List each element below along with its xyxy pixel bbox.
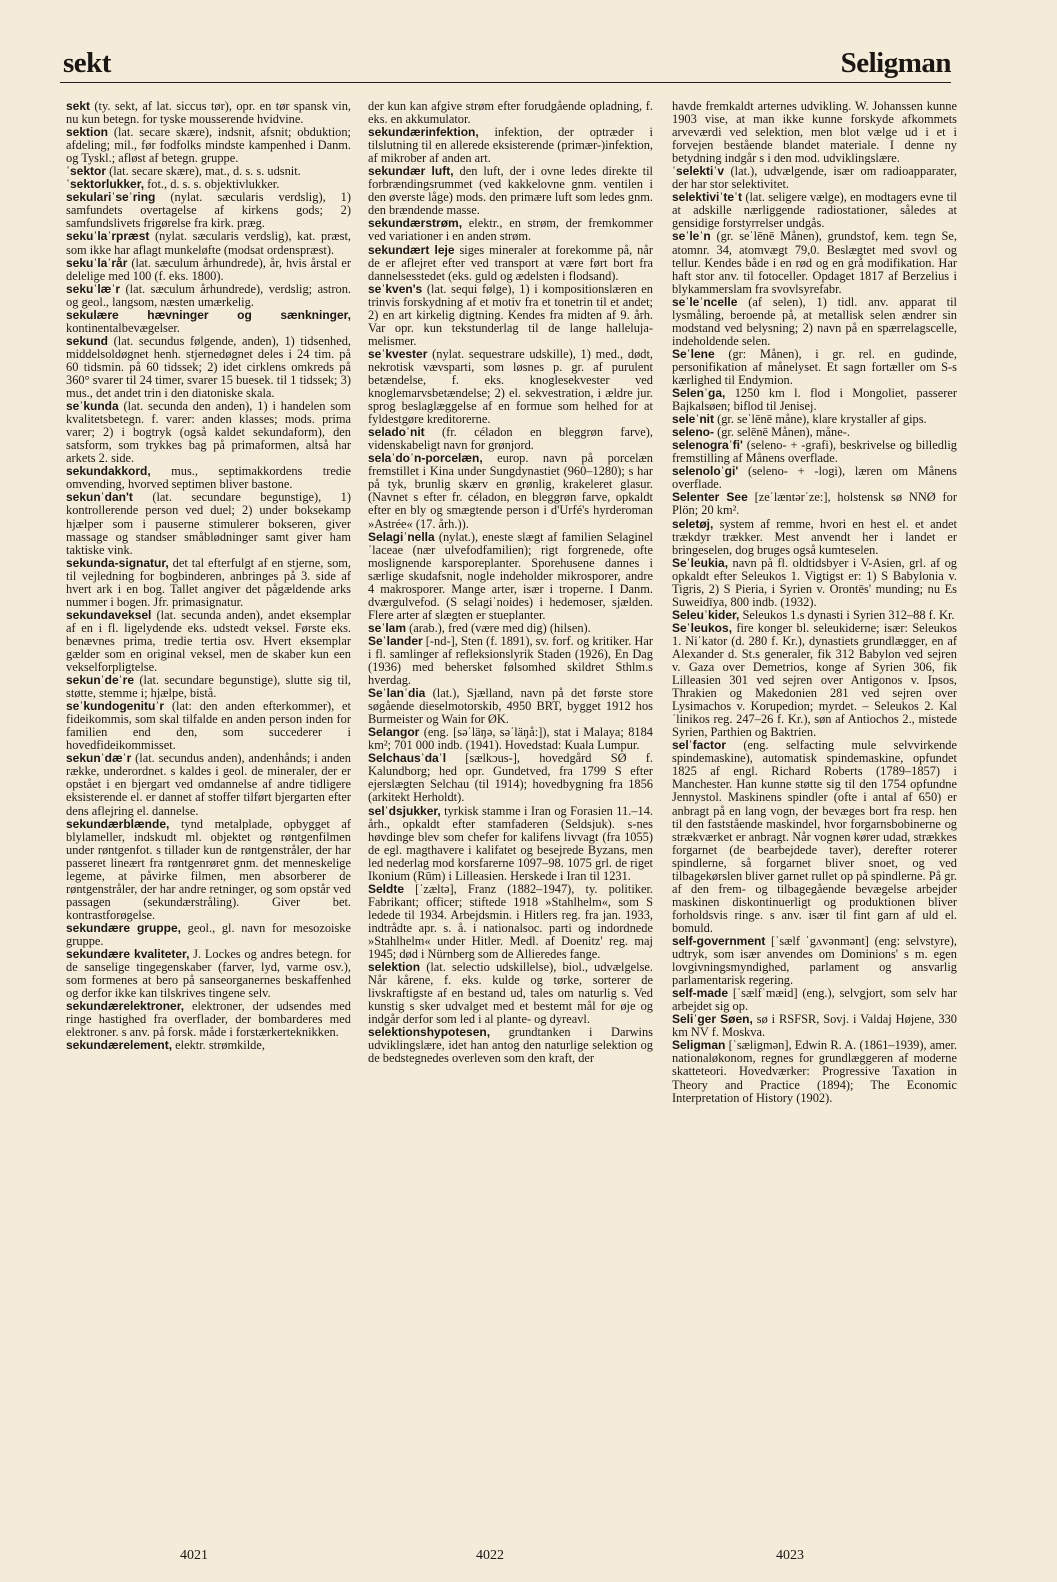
entry-headword: seˈlam <box>368 620 407 635</box>
dictionary-entry <box>368 126 653 165</box>
entry-headword: selektion <box>368 960 421 975</box>
entry-text: elektr. strømkilde, <box>172 1038 265 1053</box>
dictionary-entry <box>368 531 653 622</box>
entry-text: der kun kan afgive strøm efter forudgående opladning, f. eks. en akkumulator. <box>368 99 653 127</box>
entry-headword: seˈkvester <box>368 346 428 361</box>
entry-text: (lat. sæculum århundrede), verdslig; astron. og geol., langsom, næsten umærkelig. <box>66 281 351 309</box>
column-3 <box>672 100 957 1105</box>
entry-text: kontinentalbevægelser. <box>66 320 180 335</box>
entry-headword: selenograˈfi' <box>672 438 743 453</box>
entry-headword: Seˈleukia, <box>672 555 729 570</box>
dictionary-entry <box>672 230 957 295</box>
dictionary-entry <box>66 335 351 400</box>
entry-text: mus., septimakkordens tredie omvending, hvorved septimen bliver bastone. <box>66 464 351 492</box>
entry-headword: seletøj, <box>672 516 714 531</box>
entry-text: den luft, der i ovne ledes direkte til forbrændingsrummet (ved kakkelovne gnm. ventilen i den øverste låge) mods. den primære luft som ledes gnm. den brændende masse. <box>368 164 653 218</box>
entry-headword: Seˈleukos, <box>672 620 733 635</box>
entry-headword: Selenter See <box>672 490 748 505</box>
entry-headword: Seˈlanˈdia <box>368 686 426 701</box>
dictionary-entry <box>66 557 351 609</box>
entry-headword: selenoloˈgi' <box>672 464 739 479</box>
dictionary-entry <box>66 609 351 674</box>
entry-text: J. Lockes og andres betegn. for de sanselige tingegenskaber (farver, lyd, varme osv.), som formenes at bero på sanseorganernes beskaffenhed og derfor ikke kan tilskrives tingene selv. <box>66 947 351 1001</box>
entry-headword: sekt <box>66 99 91 113</box>
entry-headword: Seˈlander <box>368 633 423 648</box>
entry-headword: selˈfactor <box>672 738 727 753</box>
entry-text: (nylat.), eneste slægt af familien Selaginelˈlaceae (nær ulvefodfamilien); rigt forgrenede, ofte moslignende karsporeplanter. Sporehusene dannes i særlige skudafsnit, nogle indeholder mikrosporer, andre 4 makrosporer. Mange arter, især i troperne. I Danm. dværgulvefod. (S selagiˈnoides) i hedemoser, sjælden. Flere arter af slægten er stueplanter. <box>368 529 653 622</box>
entry-headword: Seˈlene <box>672 346 715 361</box>
dictionary-entry <box>66 100 351 126</box>
dictionary-entry <box>672 1039 957 1104</box>
entry-text: fire konger bl. seleukiderne; især: Seleukos 1. Niˈkator (d. 280 f. Kr.), dynastiets grundlægger, en af Alexander d. St.s generaler, fik 312 Babylon ved sejren v. Gaza over Demetrios, konge af Syrien 306, fik Lilleasien 301 ved sejren over Antigonos v. Ipsos, Thrakien og Makedonien 281 ved sejren over Lysimachos v. Korupedion; myrdet. – Seleukos 2. Kalˈlinikos reg. 247–26 f. Kr.), søn af Antiochos 2., mistede Syrien, Parthien og Baktrien. <box>672 620 957 740</box>
page-number-2: 4022 <box>476 1548 504 1563</box>
entry-headword: sekundærblænde, <box>66 816 170 831</box>
entry-text: (ty. sekt, af lat. siccus tør), opr. en tør spansk vin, nu kun betegn. for tyske mousserende hvidvine. <box>66 99 351 127</box>
dictionary-entry <box>66 491 351 556</box>
dictionary-entry <box>672 348 957 387</box>
entry-headword: Selchausˈdaˈl <box>368 751 447 766</box>
entry-text: geol., gl. navn for mesozoiske gruppe. <box>66 920 351 948</box>
entry-text: (eng. selfacting mule selvvirkende spindemaskine), automatisk spindemaskine, opfundet 1825 af engl. Richard Roberts (1789–1857) i Manchester. Han kunne støtte sig til den 1754 opfundne Jennystol. Maskinens spindler (ofte i antal af 650) er anbragt på en lang vogn, der bevæges bort fra resp. hen til den faststående maskindel, hvor forgarnsbobinerne og strækværket er anbragt. Når vognen kører udad, strækkes forgarnet (de bearbejdede taver), derefter roterer spindlerne, så forgarnet bliver snoet, og ved tilbagekørslen bliver garnet rullet op på spindlerne. På gr. af den frem- og tilbagegående bevægelse arbejder maskinen diskontinuerligt og produktionen bliver forholdsvis ringe. s anv. især til fint garn af uld el. bomuld. <box>672 738 957 935</box>
entry-text: [ˈzæltə], Franz (1882–1947), ty. politiker. Fabrikant; officer; stiftede 1918 »Stahlhelm«, som S ledede til 1934. Arbejdsmin. i Hitlers reg. fra jan. 1933, indtrådte apr. s. å. i nationalsoc. parti og indordnede »Stahlhelm« under Hitler. Medl. af Doenitz' reg. maj 1945; død i Nürnberg som de Allieredes fange. <box>368 881 653 962</box>
dictionary-entry <box>368 961 653 1026</box>
entry-text: (lat. selectio udskillelse), biol., udvælgelse. Når kårene, f. eks. kulde og tørke, sorterer de livskraftigste af en bestand ud, tales om naturlig s. Ved kunstig s sker udvalget med et bestemt mål for øje og indgår derfor som led i al plante- og dyreavl. <box>368 960 653 1027</box>
entry-headword: seˈleˈncelle <box>672 294 738 309</box>
entry-text: (lat. secare skære), mat., d. s. s. udsnit. <box>106 164 301 179</box>
entry-headword: sekund <box>66 333 109 348</box>
entry-text: (lat. sequi følge), 1) i kompositionslæren en trinvis forskydning af et motiv fra et tonetrin til et andet; 2) en art kirkelig digtning. Kendes fra midten af 9. årh. Var opr. kun tekstunderlag til de lange halleluja-melismer. <box>368 281 653 348</box>
entry-headword: sekunda-signatur, <box>66 555 169 570</box>
entry-text: (lat. secundus anden), andenhånds; i anden række, underordnet. s kaldes i geol. de mineraler, der er opstået i en bjergart ved omdannelse af andre tidligere eksisterende el. er dannet af stoffer tilført bjergarten efter dens aflejring el. dannelse. <box>66 751 351 818</box>
entry-text: (gr. seˈlēnē måne), klare krystaller af gips. <box>714 412 927 427</box>
entry-text: havde fremkaldt arternes udvikling. W. Johanssen kunne 1903 vise, at man ikke kunne forskyde afkommets arveværdi ved selektion, men blot vælge ud i et i forvejen bestående blandet materiale. I denne ny betydning indgår s i den mod. udviklingslære. <box>672 99 957 166</box>
entry-text: (eng. [səˈläŋə, səˈläŋå:]), stat i Malaya; 8184 km²; 701 000 indb. (1941). Hovedstad: Kuala Lumpur. <box>368 725 653 753</box>
column-1 <box>66 100 351 1052</box>
entry-headword: Selangor <box>368 725 420 740</box>
page-header <box>60 40 951 83</box>
dictionary-entry <box>368 217 653 243</box>
entry-headword: sekunˈdæˈr <box>66 751 132 766</box>
entry-text: [-nd-], Sten (f. 1891), sv. forf. og kritiker. Har i fl. samlinger af refleksionslyrik Staden (1926), En Dag (1936) med behersket følsomhed skildret Sthlm.s hverdag. <box>368 633 653 688</box>
entry-headword: sekuˈlaˈrpræst <box>66 229 150 244</box>
dictionary-entry <box>368 348 653 426</box>
dictionary-entry <box>66 948 351 1000</box>
entry-headword: seleno- <box>672 425 715 440</box>
dictionary-entry <box>368 283 653 348</box>
entry-text: elektroner, der udsendes med ringe hastighed fra overflader, der bombarderes med elektroner. s anv. på forsk. måde i forstærkerteknikken. <box>66 999 351 1040</box>
dictionary-entry <box>672 557 957 609</box>
entry-text: fot., d. s. s. objektivlukker. <box>144 177 280 192</box>
dictionary-entry <box>66 283 351 309</box>
dictionary-entry <box>66 191 351 230</box>
entry-headword: sekundaveksel <box>66 607 152 622</box>
entry-text: grundtanken i Darwins udviklingslære, idet han antog den naturlige selektion og de bedstegnedes overleven som den kraft, der <box>368 1025 653 1066</box>
entry-text: [ˈsælfˈmæid] (eng.), selvgjort, som selv har arbejdet sig op. <box>672 986 957 1014</box>
dictionary-entry <box>66 818 351 922</box>
entry-text: siges mineraler at forekomme på, når de er aflejret efter ved transport at være ført bort fra dannelsesstedet (eks. guld og ædelsten i flodsand). <box>368 242 653 283</box>
entry-text: (lat. secundare begunstige), slutte sig til, støtte, stemme i; hjælpe, bistå. <box>66 673 351 701</box>
entry-headword: Seligman <box>672 1038 726 1053</box>
entry-headword: Seliˈger Søen, <box>672 1012 753 1027</box>
dictionary-entry <box>672 465 957 491</box>
dictionary-entry <box>66 752 351 817</box>
entry-headword: sekundærelektroner, <box>66 999 185 1014</box>
entry-headword: sekundære kvaliteter, <box>66 947 190 962</box>
entry-text: infektion, der optræder i tilslutning til en allerede eksisterende (primær-)infektion, af mikrober af anden art. <box>368 125 653 166</box>
dictionary-entry <box>672 622 957 739</box>
dictionary-entry <box>672 987 957 1013</box>
entry-text: elektr., en strøm, der fremkommer ved variationer i en anden strøm. <box>368 216 653 244</box>
entry-text: (lat. secunda anden), andet eksemplar af en i fl. ligelydende eks. udstedt veksel. Første eks. benævnes prima, tredie tertia osv. Hvert eksemplar gælder som en original veksel, men de skaber kun een vekselforpligtelse. <box>66 607 351 675</box>
entry-headword: ˈsektorlukker, <box>66 177 145 192</box>
entry-headword: ˈselektiˈv <box>672 164 725 179</box>
dictionary-entry <box>368 635 653 687</box>
dictionary-entry <box>66 674 351 700</box>
entry-headword: sekunˈdan't <box>66 490 133 505</box>
entry-headword: sekundært leje <box>368 242 455 257</box>
dictionary-entry <box>368 165 653 217</box>
dictionary-entry <box>66 465 351 491</box>
entry-text: [zeˈlæntərˈze:], holstensk sø NNØ for Plön; 20 km². <box>672 490 957 518</box>
page-number-1: 4021 <box>180 1548 208 1563</box>
entry-headword: sektion <box>66 125 109 140</box>
dictionary-entry <box>672 491 957 517</box>
running-head-left: sekt <box>63 47 111 79</box>
entry-text: Seleukos 1.s dynasti i Syrien 312–88 f. Kr. <box>739 607 955 622</box>
dictionary-entry <box>672 935 957 987</box>
dictionary-entry <box>368 687 653 726</box>
dictionary-entry <box>368 452 653 530</box>
entry-text: [sælkɔus-], hovedgård SØ f. Kalundborg; hed opr. Gundetved, fra 1799 S efter ejerslægten Selchau (til 1914); hovedbygning fra 1856 (arkitekt Herholdt). <box>368 751 653 805</box>
dictionary-entry <box>66 309 351 335</box>
entry-headword: seˈkven's <box>368 281 423 296</box>
dictionary-entry <box>368 805 653 883</box>
entry-headword: sekundakkord, <box>66 464 151 479</box>
dictionary-entry <box>368 100 653 126</box>
entry-text: (lat. secunda den anden), 1) i handelen som kvalitetsbetegn. f. varer: anden klasses; mods. prima varer; 2) i bogtryk (også kaldet sekundaform), den satsform, som trykkes bag på primaformen, altså har arkets 2. side. <box>66 399 351 466</box>
entry-text: (lat. secundus følgende, anden), 1) tidsenhed, middelsoldøgnet henh. stjernedøgnet deles i 24 tim. på 60 tidsmin. på 60 tidssek; 2) idet cirklens omkreds på 360° svarer til 24 timer, svarer 15 buesek. til 1 tidssek; 3) mus., det andet trin i den diatoniske skala. <box>66 333 351 401</box>
running-head-right: Seligman <box>840 47 951 79</box>
entry-headword: self-government <box>672 934 766 948</box>
dictionary-entry <box>672 439 957 465</box>
entry-text: (nylat. sæcularis verdslig), 1) samfundets overtagelse af kirkens gods; 2) samfundslivets frigørelse fra kirk. præg. <box>66 190 351 231</box>
dictionary-entry <box>368 426 653 452</box>
dictionary-entry <box>672 296 957 348</box>
entry-text: (lat.), udvælgende, især om radioapparater, der har stor selektivitet. <box>672 164 957 192</box>
entry-headword: sekundær luft, <box>368 164 454 179</box>
entry-text: (lat. seligere vælge), en modtagers evne til at adskille nærliggende radiostationer, således at gensidige forstyrrelser undgås. <box>672 190 957 231</box>
entry-text: (lat. secare skære), indsnit, afsnit; obduktion; afdeling; mil., før fodfolks mindste kampenhed i Danm. og Tyskl.; afløst af betegn. gruppe. <box>66 125 351 166</box>
entry-headword: seˈkundogenituˈr <box>66 699 164 714</box>
entry-text: (lat: den anden efterkommer), et fideikommis, som skal tilfalde en anden person inden for familien end den, som succederer i hovedfideikommisset. <box>66 699 351 753</box>
entry-headword: sekunˈdeˈre <box>66 673 135 688</box>
entry-headword: sekundærelement, <box>66 1038 173 1053</box>
entry-text: tyrkisk stamme i Iran og Forasien 11.–14. årh., opkaldt efter stamfaderen (Seldsjuk). s-nes høvdinge blev som chefer for kalifens livvagt (fra 1055) de egl. magthavere i kalifatet og besejrede Byzans, men led nederlag mod korsfarerne 1097–98. 1075 grl. de riget Ikonium (Rūm) i Lilleasien. Herskede i Iran til 1231. <box>368 803 653 883</box>
entry-headword: Selenˈga, <box>672 386 726 401</box>
entry-text: tynd metalplade, opbygget af blylameller, indskudt ml. objektet og røntgenfilmen under røntgenfot. s tillader kun de røntgenstråler, der har passeret lineært fra røntgenrøret gnm. det menneskelige legeme, at påvirke filmen, men absorberer de røntgenstråler, der har andre retninger, og som opstår ved passagen (sekundærstråling). Giver bet. kontrastforøgelse. <box>66 816 351 922</box>
dictionary-entry <box>672 739 957 935</box>
entry-headword: selektionshypotesen, <box>368 1025 491 1040</box>
dictionary-entry <box>368 726 653 752</box>
entry-text: (gr: Månen), i gr. rel. en gudinde, personifikation af månelyset. Et sagn fortæller om S-s kærlighed til Endymion. <box>672 346 957 387</box>
entry-text: europ. navn på porcelæn fremstillet i Kina under Sungdynastiet (960–1280); s har på tyk, brunlig skærv en grønlig, krakeleret glasur. (Navnet s efter fr. céladon, en bleggrøn farve, opkaldt efter en bly og smægtende person i d'Urfé's hyrderoman »Astrée« (17. årh.)). <box>368 451 653 531</box>
entry-text: [ˈsæligmən], Edwin R. A. (1861–1939), amer. nationaløkonom, regnes for grundlæggeren af moderne skatteteori. Hovedværker: Progressive Taxation in Theory and Practice (1894); The Economic Interpretation of History (1902). <box>672 1038 957 1105</box>
entry-text: (seleno- + -grafi), beskrivelse og billedlig fremstilling af Månens overflade. <box>672 438 957 466</box>
dictionary-entry <box>66 230 351 256</box>
entry-headword: Selagiˈnella <box>368 529 435 544</box>
entry-text: (nylat. sæcularis verdslig), kat. præst, som ikke har aflagt munkeløfte (modsat ordenspræst). <box>66 229 351 257</box>
entry-headword: sekuˈlaˈrår <box>66 255 128 270</box>
entry-headword: sekuˈlæˈr <box>66 281 121 296</box>
dictionary-entry <box>368 1026 653 1065</box>
dictionary-entry <box>672 1013 957 1039</box>
entry-text: (seleno- + -logi), læren om Månens overflade. <box>672 464 957 492</box>
entry-text: [ˈsælf ˈgʌvənmənt] (eng: selvstyre), udtryk, som især anvendes om Dominions' s m. egen lovgivningsmyndighed, parlament og ansvarlig parlamentarisk regering. <box>672 934 957 988</box>
entry-text: det tal efterfulgt af en stjerne, som, til vejledning for bogbinderen, anbringes på 3. side af hvert ark i en bog. Tallet angiver det pågældende arks nummer i bogen. Jfr. primasignatur. <box>66 555 351 609</box>
entry-headword: sekulære hævninger og sænkninger, <box>66 307 351 322</box>
dictionary-entry <box>66 126 351 165</box>
entry-text: (gr. selēnē Månen), måne-. <box>714 425 850 440</box>
dictionary-entry <box>368 883 653 961</box>
dictionary-entry <box>66 400 351 465</box>
dictionary-entry <box>66 922 351 948</box>
entry-text: (lat.), Sjælland, navn på det første store søgående dieselmotorskib, 4950 BRT, bygget 1912 hos Burmeister og Wain for ØK. <box>368 686 653 727</box>
entry-headword: sekundærstrøm, <box>368 216 463 231</box>
entry-headword: ˈsektor <box>66 164 107 179</box>
entry-headword: selaˈdoˈn-porcelæn, <box>368 451 483 466</box>
entry-text: (fr. céladon en bleggrøn farve), videnskabeligt navn for grønjord. <box>368 425 653 453</box>
dictionary-entry <box>672 165 957 191</box>
dictionary-entry <box>672 387 957 413</box>
entry-headword: sekundærinfektion, <box>368 125 479 140</box>
entry-text: (lat. secundare begunstige), 1) kontrollerende person ved duel; 2) under boksekamp hjælper som i pauserne stimulerer bokseren, giver massage og standser småblødninger samt giver ham taktiske vink. <box>66 490 351 557</box>
entry-text: (af selen), 1) tidl. anv. apparat til lysmåling, beroende på, at metallisk selen ændrer sin modstand ved belysning; 2) navn på en spærrelagscelle, indeholdende selen. <box>672 294 957 348</box>
dictionary-entry <box>66 1000 351 1039</box>
entry-text: system af remme, hvori en hest el. et andet trækdyr trækker. Mest anvendt her i landet er bringeselen, dog bruges også kumteselen. <box>672 516 957 557</box>
page-number-3: 4023 <box>776 1548 804 1563</box>
entry-headword: sekundære gruppe, <box>66 920 181 935</box>
dictionary-entry <box>672 191 957 230</box>
entry-headword: seladoˈnit <box>368 425 425 440</box>
entry-text: (nylat. sequestrare udskille), 1) med., dødt, nekrotisk vævsparti, som løsnes p. gr. af purulent betændelse, f. eks. knoglesekvester ved knoglemarvsbetændelse; 2) el. sekvestration, i ældre jur. sprog beslaglæggelse af en formue som helhed for at fyldestgøre kreditorerne. <box>368 346 653 427</box>
entry-headword: sekulariˈseˈring <box>66 190 156 205</box>
entry-text: 1250 km l. flod i Mongoliet, passerer Bajkalsøen; biflod til Jenisej. <box>672 386 957 414</box>
dictionary-entry <box>66 700 351 752</box>
entry-text: (gr. seˈlēnē Månen), grundstof, kem. tegn Se, atomnr. 34, atomvægt 79,0. Beslægtet med svovl og tellur. Kendes både i en rød og en grå modifikation. Har haft stor anv. til fotoceller. Opdaget 1817 af Berzelius i blykammerslam fra svovlsyrefabr. <box>672 229 957 296</box>
dictionary-entry <box>672 518 957 557</box>
dictionary-entry <box>368 752 653 804</box>
entry-text: (arab.), fred (være med dig) (hilsen). <box>406 620 591 635</box>
entry-text: navn på fl. oldtidsbyer i V-Asien, grl. af og opkaldt efter Seleukos 1. Vigtigst er: 1) S Babylonia v. Tigris, 2) S Pieria, i Syrien v. Orontēs' munding; nu Es Suweidīya, 800 indb. (1932). <box>672 555 957 609</box>
entry-headword: selˈdsjukker, <box>368 803 441 818</box>
dictionary-entry <box>672 100 957 165</box>
entry-headword: Seleuˈkider, <box>672 607 740 622</box>
entry-headword: seˈleˈn <box>672 229 711 244</box>
entry-headword: selektiviˈteˈt <box>672 190 743 205</box>
dictionary-entry <box>66 1039 351 1052</box>
entry-headword: Seldte <box>368 881 405 896</box>
entry-headword: seleˈnit <box>672 412 715 427</box>
entry-text: (lat. sæculum århundrede), år, hvis årstal er delelige med 100 (f. eks. 1800). <box>66 255 351 283</box>
dictionary-entry <box>66 257 351 283</box>
entry-text: sø i RSFSR, Sovj. i Valdaj Højene, 330 km NV f. Moskva. <box>672 1012 958 1040</box>
dictionary-entry <box>368 244 653 283</box>
column-2 <box>368 100 653 1065</box>
entry-headword: self-made <box>672 986 729 1001</box>
entry-headword: seˈkunda <box>66 399 119 414</box>
